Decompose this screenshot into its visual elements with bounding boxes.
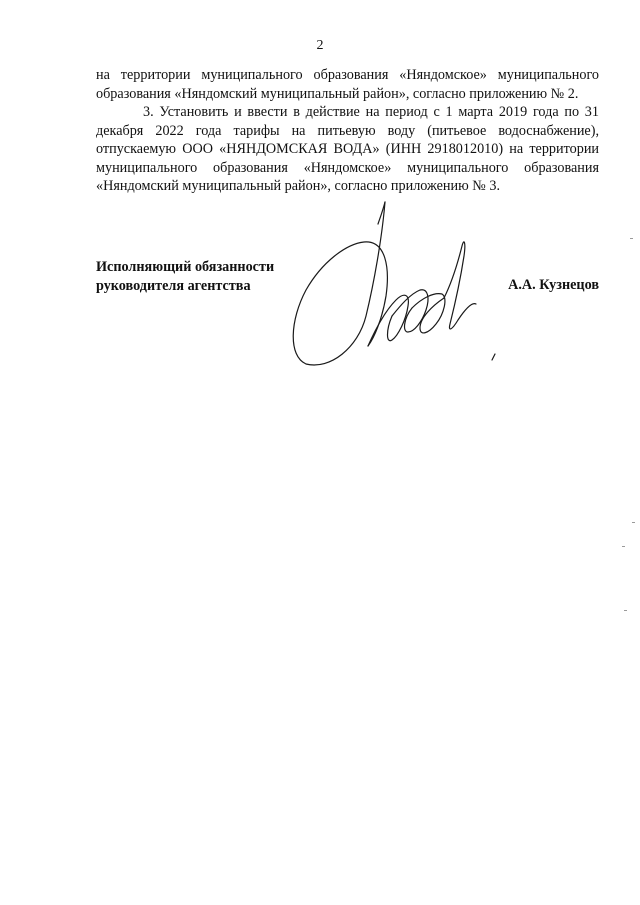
signer-title-line-1: Исполняющий обязанности bbox=[96, 259, 275, 275]
document-body bbox=[96, 66, 599, 196]
scan-margin-mark bbox=[632, 522, 635, 523]
page-number: 2 bbox=[316, 38, 324, 53]
paragraph-continuation: на территории муниципального образования «Няндомское» муниципального образования «Няндомский муниципальный район», согласно приложению № 2. bbox=[96, 67, 599, 102]
signer-title-line-2: руководителя агентства bbox=[96, 277, 251, 294]
signer-name: А.А. Кузнецов bbox=[508, 277, 599, 293]
signer-title bbox=[96, 258, 274, 295]
scan-margin-mark bbox=[624, 610, 627, 611]
paragraph-clause-3: 3. Установить и ввести в действие на период с 1 марта 2019 года по 31 декабря 2022 года тарифы на питьевую воду (питьевое водоснабжение), отпускаемую ООО «НЯНДОМСКАЯ ВОДА» (ИНН 2918012010) на территории муниципального образования «Няндомское» муниципального образования «Няндомский муниципальный район», согласно приложению № 3. bbox=[96, 104, 599, 194]
scan-margin-mark bbox=[622, 546, 625, 547]
scan-margin-mark bbox=[630, 238, 633, 239]
handwritten-signature bbox=[286, 198, 516, 378]
